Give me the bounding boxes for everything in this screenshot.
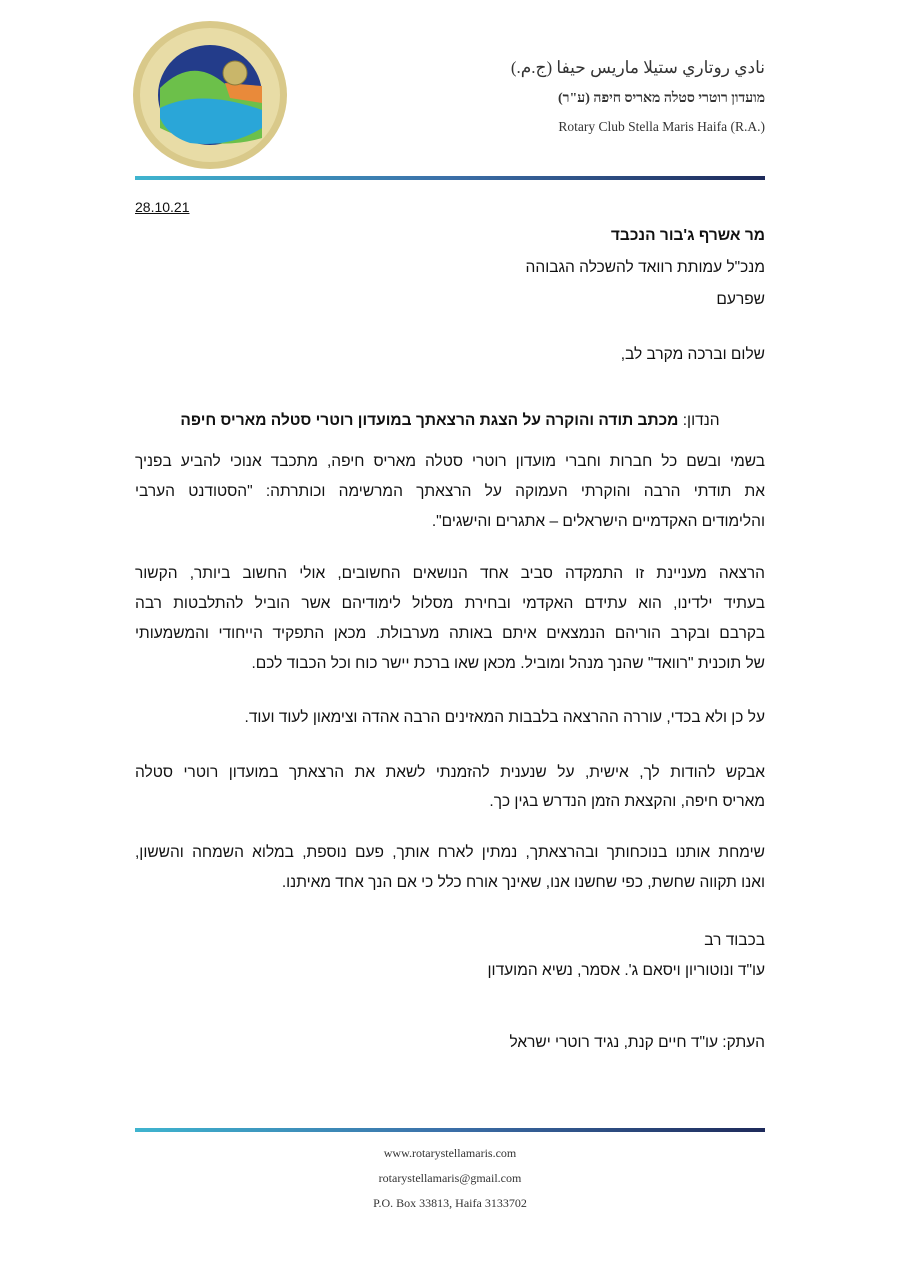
hebrew-club-name: מועדון רוטרי סטלה מאריס חיפה (ע"ר) — [558, 91, 765, 106]
letter-date: 28.10.21 — [135, 199, 190, 215]
signature: עו"ד ונוטוריון ויסאם ג'. אסמר, נשיא המועדון — [487, 962, 765, 979]
greeting: שלום וברכה מקרב לב, — [620, 346, 765, 363]
addressee-name: מר אשרף ג'בור הנכבד — [610, 227, 765, 244]
arabic-club-name: نادي روتاري ستيلا ماريس حيفا (ج.م.) — [510, 58, 765, 77]
body-line: הרצאה מעניינת זו התמקדה סביב אחד הנושאים החשובים, אולי החשוב ביותר, הקשור — [135, 565, 765, 582]
body-line: בקרבם ובקרב הוריהם הנמצאים איתם באותה מערבולת. מכאן התפקיד הייחודי והמשמעותי — [135, 625, 765, 642]
subject-text: מכתב תודה והוקרה על הצגת הרצאתך במועדון רוטרי סטלה מאריס חיפה — [180, 412, 679, 429]
body-line: את תודתי הרבה והוקרתי העמוקה על הרצאתך המרשימה וכותרתה: "הסטודנט הערבי — [135, 483, 765, 500]
body-line: והלימודים האקדמיים הישראלים – אתגרים והישגים". — [431, 513, 765, 530]
header-divider — [135, 176, 765, 180]
body-line: ואנו תקווה שחשת, כפי שחשנו אנו, שאינך אורח כלל כי אם הנך אחד מאיתנו. — [281, 874, 765, 891]
subject-label: הנדון: — [682, 412, 720, 429]
subject-line — [135, 411, 765, 431]
body-line: בשמי ובשם כל חברות וחברי מועדון רוטרי סטלה מאריס חיפה, מתכבד אנוכי להביע בפניך — [135, 453, 765, 470]
english-club-name: Rotary Club Stella Maris Haifa (R.A.) — [558, 119, 765, 134]
footer-website[interactable]: www.rotarystellamaris.com — [383, 1146, 517, 1160]
body-line: של תוכנית "רוואד" שהנך מנהל ומוביל. מכאן שאו ברכת יישר כוח וכל הכבוד לכם. — [251, 655, 765, 672]
body-line: בעתיד ילדינו, הוא עתידם האקדמי ובחירת מסלול לימודיהם אשר הוביל להתלבטות רבה — [135, 595, 765, 612]
body-line: אבקש להודות לך, אישית, על שנענית להזמנתי לשאת את הרצאתך במועדון רוטרי סטלה — [135, 764, 765, 781]
body-line: מאריס חיפה, והקצאת הזמן הנדרש בגין כך. — [489, 793, 765, 810]
cc-line: העתק: עו"ד חיים קנת, נגיד רוטרי ישראל — [509, 1034, 765, 1051]
body-line: שימחת אותנו בנוכחותך ובהרצאתך, נמתין לארח אותך, פעם נוספת, במלוא השמחה והששון, — [135, 844, 765, 861]
closing: בכבוד רב — [704, 932, 765, 949]
club-logo — [130, 18, 290, 173]
footer-address: P.O. Box 33813, Haifa 3133702 — [373, 1196, 527, 1210]
addressee-city: שפרעם — [716, 291, 765, 308]
footer-divider — [135, 1128, 765, 1132]
addressee-title: מנכ"ל עמותת רוואד להשכלה הגבוהה — [525, 259, 765, 276]
body-line: על כן ולא בכדי, עוררה ההרצאה בלבבות המאזינים הרבה אהדה וצימאון לעוד ועוד. — [244, 709, 765, 726]
footer-email[interactable]: rotarystellamaris@gmail.com — [378, 1171, 522, 1185]
